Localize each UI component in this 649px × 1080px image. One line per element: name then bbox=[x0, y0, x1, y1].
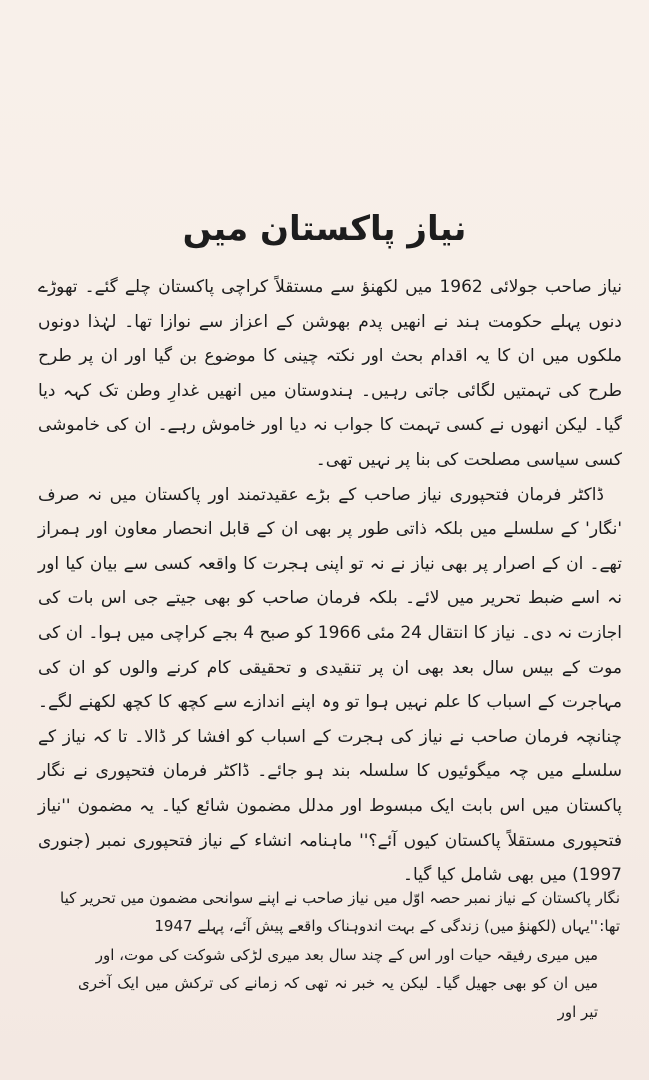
quote-line: میں میری رفیقہ حیات اور اس کے چند سال بعد میری لڑکی شوکت کی موت، اور bbox=[95, 945, 598, 964]
quote-intro: نگار پاکستان کے نیاز نمبر حصہ اوّل میں نیاز صاحب نے اپنے سوانحی مضمون میں تحریر کیا تھا: bbox=[60, 889, 620, 935]
paragraph: ڈاکٹر فرمان فتحپوری نیاز صاحب کے بڑے عقیدتمند اور پاکستان میں نہ صرف 'نگار' کے سلسلے میں بلکہ ذاتی طور پر بھی ان کے قابل انحصار معاون اور ہمراز تھے۔ ان کے اصرار پر بھی نیاز نے نہ تو اپنی ہجرت کا واقعہ کسی سے بیان کیا اور نہ اسے ضبط تحریر میں لائے۔ بلکہ فرمان صاحب کو بھی جیتے جی اس بات کی اجازت نہ دی۔ نیاز کا انتقال 24 مئی 1966 کو صبح 4 بجے کراچی میں ہوا۔ ان کی موت کے بیس سال بعد بھی ان پر تنقیدی و تحقیقی کام کرنے والوں کو ان کی مہاجرت کے اسباب کا علم نہیں ہوا تو وہ اپنے اندازے سے کچھ کا کچھ لکھنے لگے۔ چنانچہ فرمان صاحب نے نیاز کی ہجرت کے اسباب کو افشا کر ڈالا۔ تا کہ نیاز کے سلسلے میں چہ میگوئیوں کا سلسلہ بند ہو جائے۔ ڈاکٹر فرمان فتحپوری نے نگار پاکستان میں اس بابت ایک مبسوط اور مدلل مضمون شائع کیا۔ یہ مضمون ''نیاز فتحپوری مستقلاً پاکستان کیوں آئے؟'' ماہنامہ انشاء کے نیاز فتحپوری نمبر (جنوری 1997) میں بھی شامل کیا گیا۔ bbox=[38, 484, 622, 886]
body-text bbox=[38, 270, 622, 893]
chapter-title: نیاز پاکستان میں bbox=[182, 208, 467, 249]
paragraph: نیاز صاحب جولائی 1962 میں لکھنؤ سے مستقلاً کراچی پاکستان چلے گئے۔ تھوڑے دنوں پہلے حکومت ہند نے انھیں پدم بھوشن کے اعزاز سے نوازا تھا۔ لہٰذا دونوں ملکوں میں ان کا یہ اقدام بحث اور نکتہ چینی کا موضوع بن گیا اور ان پر طرح طرح کی تہمتیں لگائی جاتی رہیں۔ ہندوستان میں انھیں غدارِ وطن تک کہہ دیا گیا۔ لیکن انھوں نے کسی تہمت کا جواب نہ دیا اور خاموش رہے۔ ان کی خاموشی کسی سیاسی مصلحت کی بنا پر نہیں تھی۔ bbox=[38, 277, 623, 470]
block-quote bbox=[78, 912, 598, 1026]
quote-line: میں ان کو بھی جھیل گیا۔ لیکن یہ خبر نہ تھی کہ زمانے کی ترکش میں ایک آخری تیر اور bbox=[78, 974, 598, 1021]
quote-line: ''یہاں (لکھنؤ میں) زندگی کے بہت اندوہناک واقعے پیش آئے، پہلے 1947 bbox=[154, 917, 598, 935]
